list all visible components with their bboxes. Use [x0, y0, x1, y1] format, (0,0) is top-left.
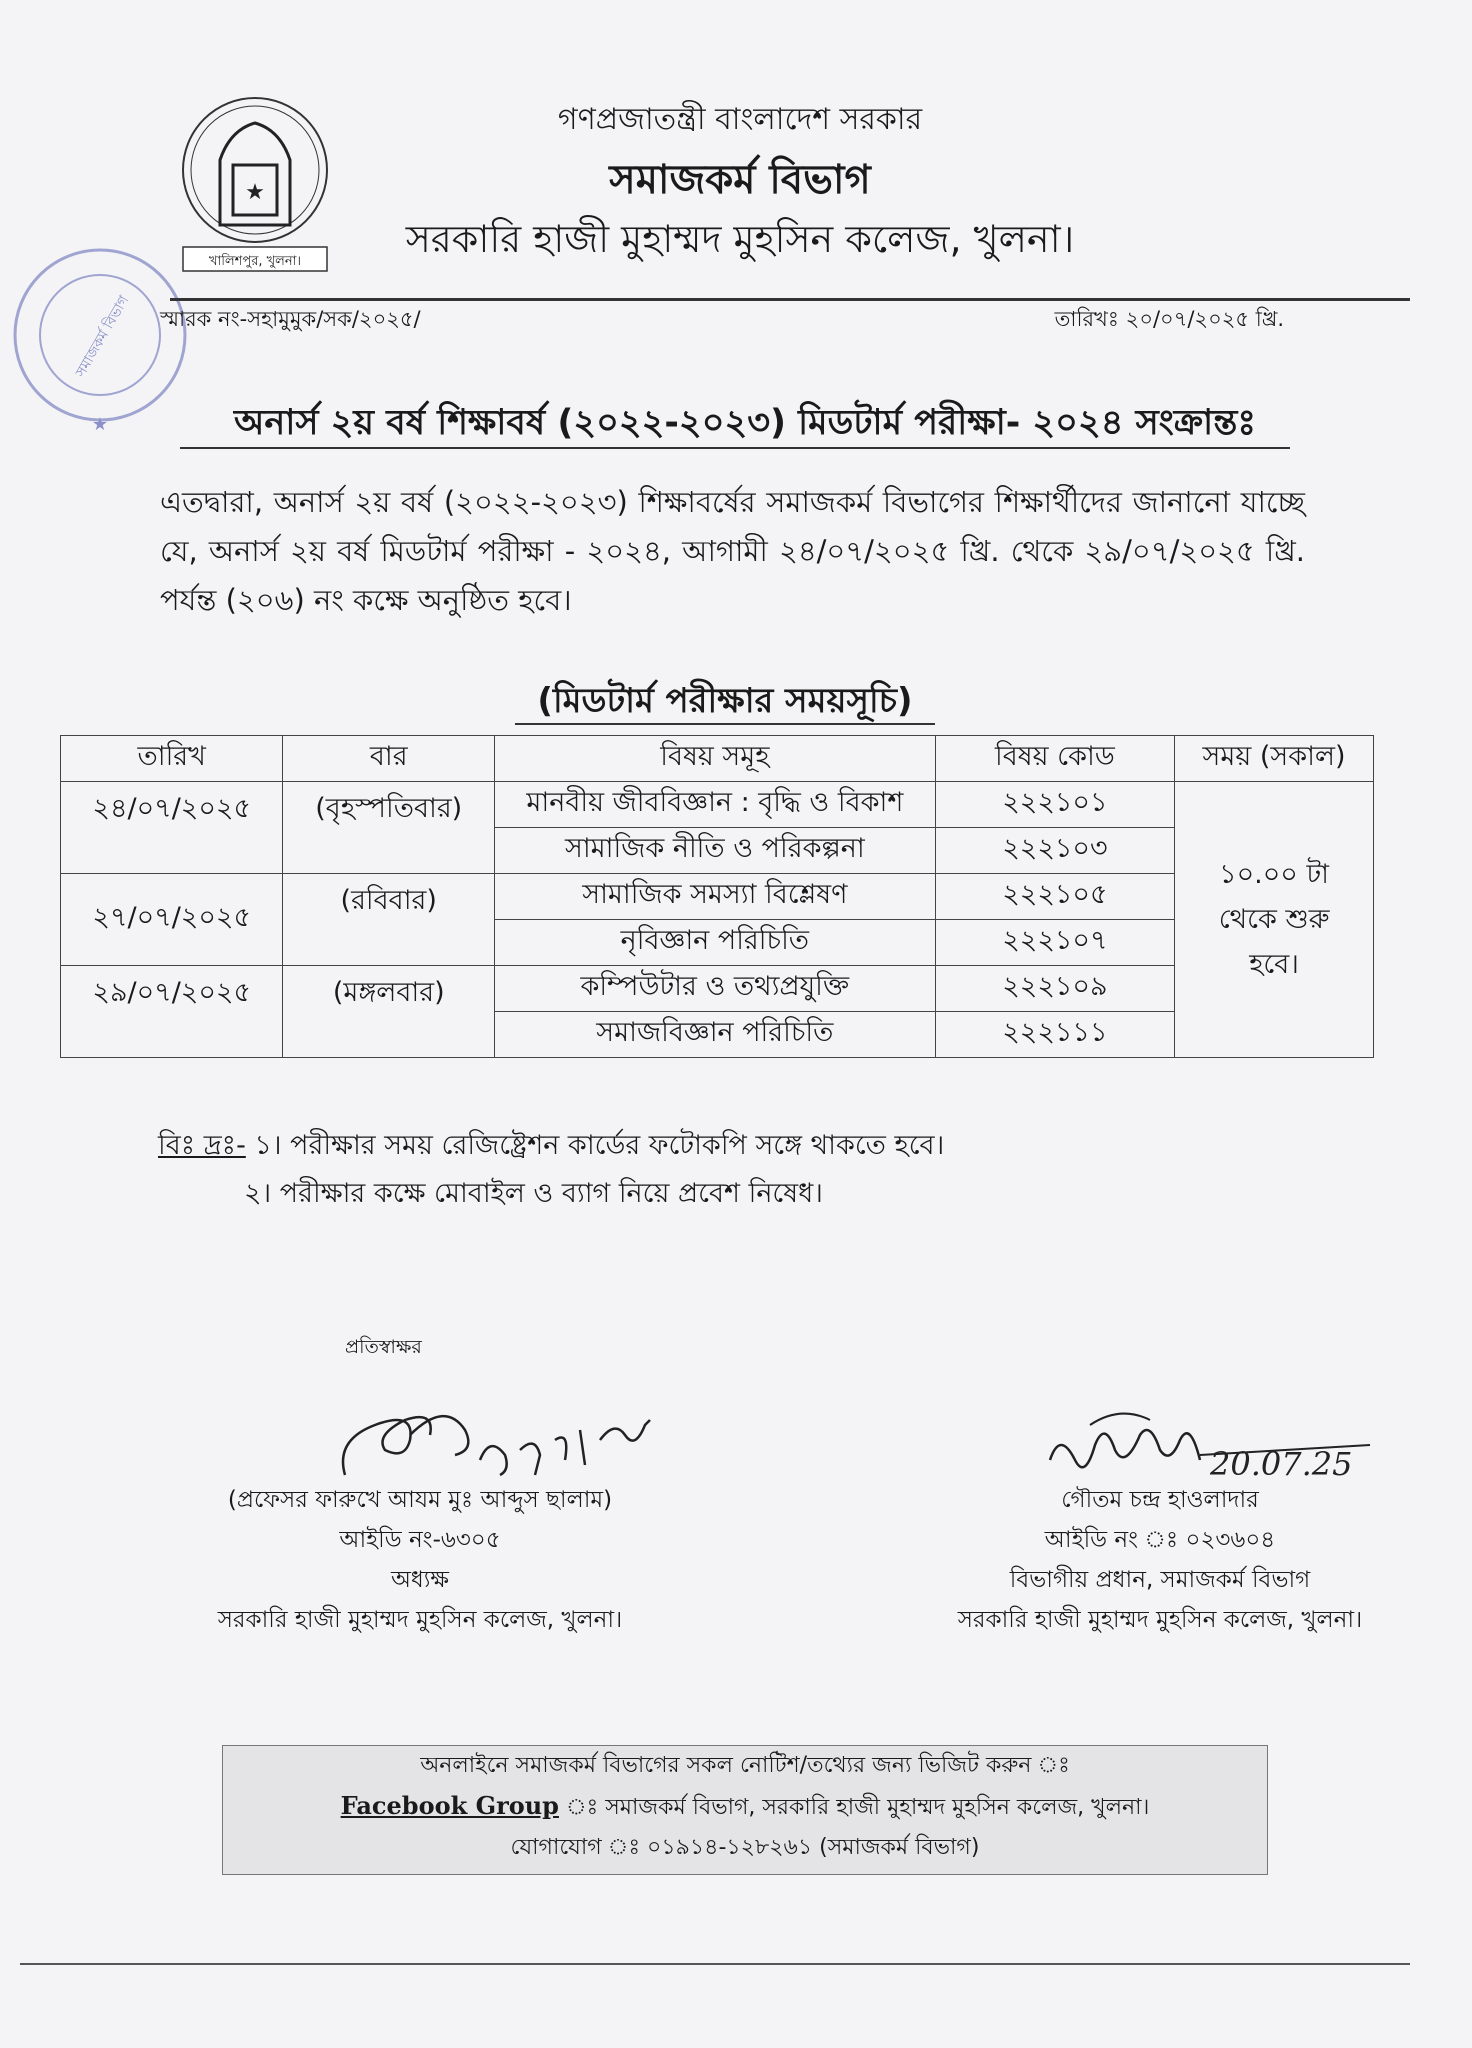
department-title: সমাজকর্ম বিভাগ: [609, 157, 871, 203]
head-title: বিভাগীয় প্রধান, সমাজকর্ম বিভাগ: [1009, 1567, 1311, 1593]
exam-time: [1175, 782, 1374, 1058]
note-item: ২। পরীক্ষার কক্ষে মোবাইল ও ব্যাগ নিয়ে প্রবেশ নিষেধ।: [244, 1178, 823, 1209]
subject-name: সমাজবিজ্ঞান পরিচিতি: [495, 1012, 936, 1058]
svg-text:20.07.25: 20.07.25: [1210, 1445, 1353, 1483]
principal-name: (প্রফেসর ফারুখে আযম মুঃ আব্দুস ছালাম): [227, 1487, 613, 1513]
head-name: গৌতম চন্দ্র হাওলাদার: [1061, 1487, 1259, 1513]
notice-subject: অনার্স ২য় বর্ষ শিক্ষাবর্ষ (২০২২-২০২৩) মিডটার্ম পরীক্ষা- ২০২৪ সংক্রান্তঃ: [234, 403, 1256, 443]
header-subject: বিষয় সমূহ: [495, 736, 936, 782]
info-box: [222, 1745, 1268, 1875]
header-date: তারিখ: [61, 736, 283, 782]
exam-time-line: হবে।: [1249, 949, 1299, 980]
head-id: আইডি নং ঃ ০২৩৬০৪: [1044, 1527, 1276, 1553]
exam-date: ২৯/০৭/২০২৫: [61, 966, 283, 1058]
exam-day: (রবিবার): [283, 874, 495, 966]
notice-date: তারিখঃ ২০/০৭/২০২৫ খ্রি.: [1054, 307, 1284, 331]
memo-number: স্মারক নং-সহামুমুক/সক/২০২৫/: [160, 307, 421, 331]
header-divider: [170, 298, 1410, 301]
countersign-label: প্রতিস্বাক্ষর: [345, 1336, 422, 1358]
schedule-title-underline: [515, 723, 935, 725]
note-line: [158, 1170, 944, 1218]
notice-body: এতদ্বারা, অনার্স ২য় বর্ষ (২০২২-২০২৩) শিক্ষাবর্ষের সমাজকর্ম বিভাগের শিক্ষার্থীদের জানানো যাচ্ছে যে, অনার্স ২য় বর্ষ মিডটার্ম পরীক্ষা - ২০২৪, আগামী ২৪/০৭/২০২৫ খ্রি. থেকে ২৯/০৭/২০২৫ খ্রি. পর্যন্ত (২০৬) নং কক্ষে অনুষ্ঠিত হবে।: [160, 485, 1305, 617]
logo-caption: খালিশপুর, খুলনা।: [208, 254, 302, 269]
exam-day: (মঙ্গলবার): [283, 966, 495, 1058]
footer-divider: [20, 1963, 1410, 1965]
info-line: [223, 1786, 1267, 1828]
svg-text:সমাজকর্ম বিভাগ: সমাজকর্ম বিভাগ: [72, 293, 133, 380]
exam-date: ২৭/০৭/২০২৫: [61, 874, 283, 966]
note-line: [158, 1122, 944, 1170]
facebook-group-link[interactable]: Facebook Group: [340, 1791, 559, 1820]
contact-line: যোগাযোগ ঃ ০১৯১৪-১২৮২৬১ (সমাজকর্ম বিভাগ): [510, 1835, 980, 1860]
government-title: গণপ্রজাতন্ত্রী বাংলাদেশ সরকার: [557, 102, 923, 137]
subject-name: কম্পিউটার ও তথ্যপ্রযুক্তি: [495, 966, 936, 1012]
subject-code: ২২২১০৫: [935, 874, 1175, 920]
table-row: [61, 782, 1374, 828]
table-header-row: [61, 736, 1374, 782]
exam-time-line: ১০.০০ টা: [1219, 859, 1329, 890]
college-title: সরকারি হাজী মুহাম্মদ মুহসিন কলেজ, খুলনা।: [405, 217, 1075, 261]
facebook-group-text: ঃ সমাজকর্ম বিভাগ, সরকারি হাজী মুহাম্মদ মুহসিন কলেজ, খুলনা।: [558, 1795, 1150, 1820]
subject-code: ২২২১১১: [935, 1012, 1175, 1058]
exam-date: ২৪/০৭/২০২৫: [61, 782, 283, 874]
subject-name: নৃবিজ্ঞান পরিচিতি: [495, 920, 936, 966]
principal-id: আইডি নং-৬৩০৫: [339, 1527, 501, 1553]
subject-code: ২২২১০৭: [935, 920, 1175, 966]
exam-day: (বৃহস্পতিবার): [283, 782, 495, 874]
principal-block: [180, 1480, 660, 1640]
subject-code: ২২২১০১: [935, 782, 1175, 828]
subject-name: সামাজিক নীতি ও পরিকল্পনা: [495, 828, 936, 874]
head-org: সরকারি হাজী মুহাম্মদ মুহসিন কলেজ, খুলনা।: [957, 1607, 1363, 1633]
principal-signature: [315, 1380, 725, 1490]
schedule-title: (মিডটার্ম পরীক্ষার সময়সূচি): [537, 681, 913, 721]
header-code: বিষয় কোড: [935, 736, 1175, 782]
info-line: অনলাইনে সমাজকর্ম বিভাগের সকল নোটিশ/তথ্যের জন্য ভিজিট করুন ঃ: [420, 1753, 1070, 1778]
principal-title: অধ্যক্ষ: [390, 1567, 450, 1593]
subject-code: ২২২১০৩: [935, 828, 1175, 874]
subject-underline: [180, 447, 1290, 449]
principal-org: সরকারি হাজী মুহাম্মদ মুহসিন কলেজ, খুলনা।: [217, 1607, 623, 1633]
header-day: বার: [283, 736, 495, 782]
subject-code: ২২২১০৯: [935, 966, 1175, 1012]
svg-text:★: ★: [245, 180, 265, 205]
exam-schedule-table: [60, 735, 1374, 1058]
note-item: ১। পরীক্ষার সময় রেজিষ্ট্রেশন কার্ডের ফটোকপি সঙ্গে থাকতে হবে।: [254, 1130, 945, 1161]
exam-time-line: থেকে শুরু: [1218, 904, 1330, 935]
svg-text:★: ★: [91, 414, 109, 435]
notes-section: [158, 1122, 944, 1218]
header-time: সময় (সকাল): [1175, 736, 1374, 782]
subject-name: সামাজিক সমস্যা বিশ্লেষণ: [495, 874, 936, 920]
note-label: বিঃ দ্রঃ-: [158, 1130, 246, 1161]
subject-name: মানবীয় জীববিজ্ঞান : বৃদ্ধি ও বিকাশ: [495, 782, 936, 828]
head-block: [920, 1480, 1400, 1640]
